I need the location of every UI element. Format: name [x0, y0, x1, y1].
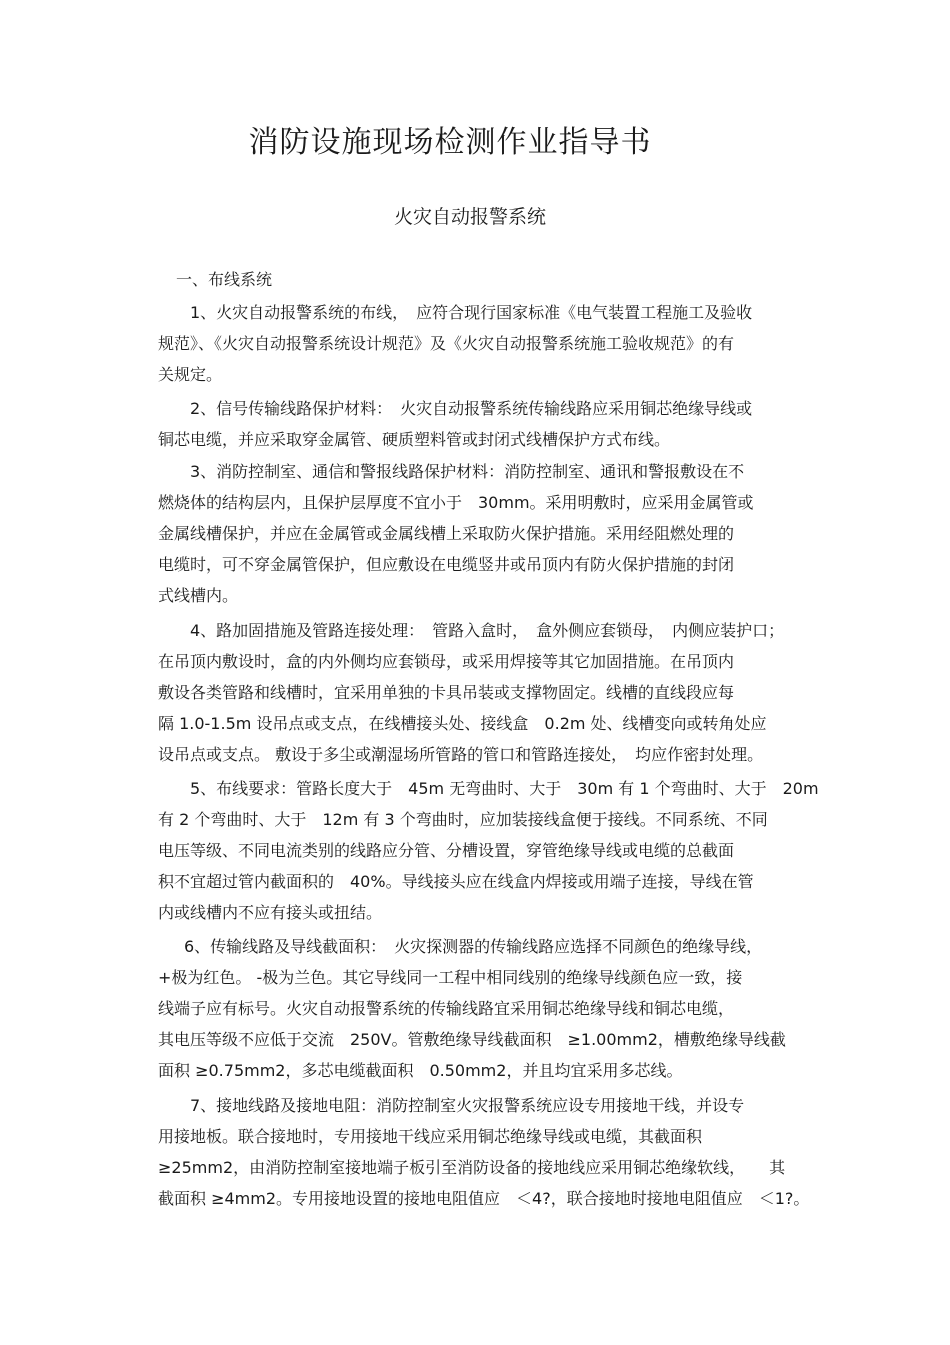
paragraph-line: 积不宜超过管内截面积的 40%。导线接头应在线盒内焊接或用端子连接，导线在管: [158, 872, 754, 891]
paragraph-line: 1、火灾自动报警系统的布线， 应符合现行国家标准《电气装置工程施工及验收: [190, 303, 753, 322]
paragraph-line: 截面积 ≥4mm2。专用接地设置的接地电阻值应 ＜4?，联合接地时接地电阻值应 ＜1?。: [158, 1189, 810, 1208]
paragraph-line: 电压等级、不同电流类别的线路应分管、分槽设置，穿管绝缘导线或电缆的总截面: [158, 841, 735, 860]
document-title: 消防设施现场检测作业指导书: [248, 125, 652, 160]
paragraph-line: 内或线槽内不应有接头或扭结。: [158, 903, 383, 922]
paragraph-line: 面积 ≥0.75mm2，多芯电缆截面积 0.50mm2，并且均宜采用多芯线。: [158, 1061, 683, 1080]
paragraph-line: 2、信号传输线路保护材料： 火灾自动报警系统传输线路应采用铜芯绝缘导线或: [190, 399, 753, 418]
paragraph-line: 线端子应有标号。火灾自动报警系统的传输线路宜采用铜芯绝缘导线和铜芯电缆，: [158, 999, 735, 1018]
paragraph-line: 铜芯电缆，并应采取穿金属管、硬质塑料管或封闭式线槽保护方式布线。: [158, 430, 671, 449]
paragraph-line: 6、传输线路及导线截面积： 火灾探测器的传输线路应选择不同颜色的绝缘导线，: [184, 937, 763, 956]
paragraph-line: 设吊点或支点。 敷设于多尘或潮湿场所管路的管口和管路连接处， 均应作密封处理。: [158, 745, 764, 764]
paragraph-line: 关规定。: [158, 365, 223, 384]
paragraph-line: 金属线槽保护，并应在金属管或金属线槽上采取防火保护措施。采用经阻燃处理的: [158, 524, 735, 543]
paragraph-line: 用接地板。联合接地时，专用接地干线应采用铜芯绝缘导线或电缆，其截面积: [158, 1127, 703, 1146]
paragraph-line: 燃烧体的结构层内，且保护层厚度不宜小于 30mm。采用明敷时，应采用金属管或: [158, 493, 754, 512]
paragraph-line: 4、路加固措施及管路连接处理： 管路入盒时， 盒外侧应套锁母， 内侧应装护口；: [190, 621, 785, 640]
section-heading: 一、布线系统: [176, 270, 273, 289]
paragraph-line: 3、消防控制室、通信和警报线路保护材料：消防控制室、通讯和警报敷设在不: [190, 462, 745, 481]
paragraph-line: 在吊顶内敷设时，盒的内外侧均应套锁母，或采用焊接等其它加固措施。在吊顶内: [158, 652, 735, 671]
paragraph-line: 7、接地线路及接地电阻：消防控制室火灾报警系统应设专用接地干线，并设专: [190, 1096, 745, 1115]
paragraph-line: 式线槽内。: [158, 586, 239, 605]
paragraph-line: ≥25mm2，由消防控制室接地端子板引至消防设备的接地线应采用铜芯绝缘软线， 其: [158, 1158, 786, 1177]
paragraph-line: 其电压等级不应低于交流 250V。管敷绝缘导线截面积 ≥1.00mm2，槽敷绝缘导线截: [158, 1030, 786, 1049]
paragraph-line: 隔 1.0-1.5m 设吊点或支点，在线槽接头处、接线盒 0.2m 处、线槽变向或转角处应: [158, 714, 767, 733]
paragraph-line: 有 2 个弯曲时、大于 12m 有 3 个弯曲时，应加装接线盒便于接线。不同系统、不同: [158, 810, 768, 829]
paragraph-line: 敷设各类管路和线槽时，宜采用单独的卡具吊装或支撑物固定。线槽的直线段应每: [158, 683, 735, 702]
paragraph-line: 5、布线要求：管路长度大于 45m 无弯曲时、大于 30m 有 1 个弯曲时、大于 20m: [190, 779, 819, 798]
paragraph-line: 电缆时，可不穿金属管保护，但应敷设在电缆竖井或吊顶内有防火保护措施的封闭: [158, 555, 735, 574]
document-subtitle: 火灾自动报警系统: [393, 206, 546, 228]
paragraph-line: +极为红色。 -极为兰色。其它导线同一工程中相同线别的绝缘导线颜色应一致，接: [158, 968, 743, 987]
paragraph-line: 规范》、《火灾自动报警系统设计规范》及《火灾自动报警系统施工验收规范》的有: [158, 334, 735, 353]
